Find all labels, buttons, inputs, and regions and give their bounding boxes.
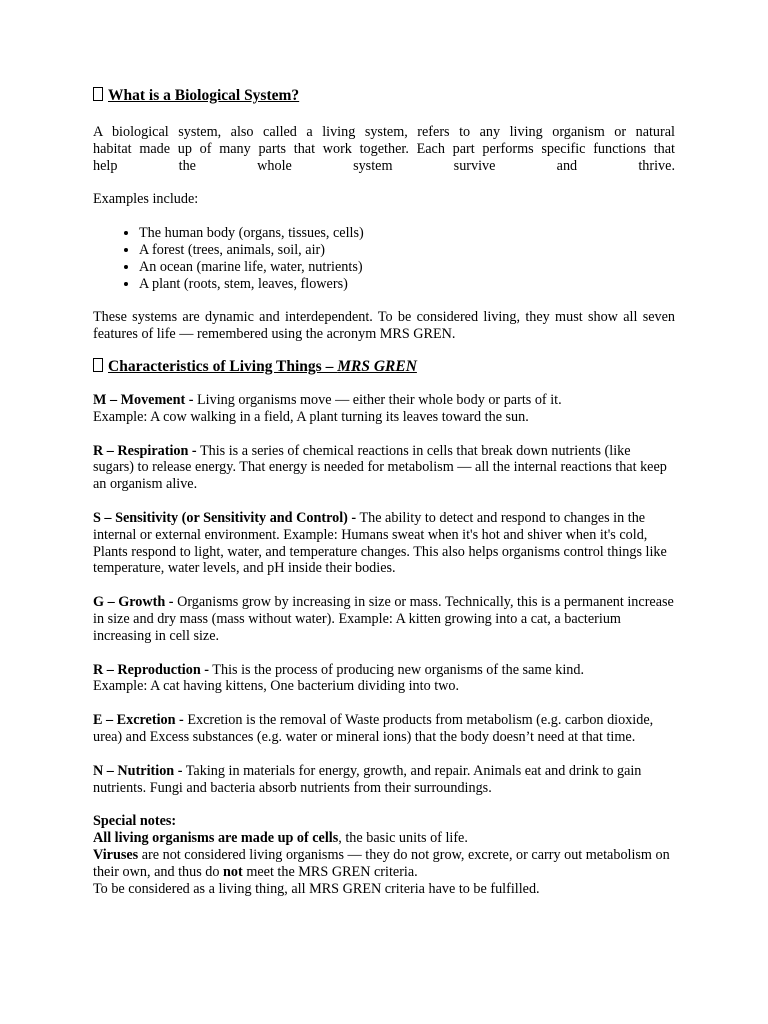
box-glyph-icon — [93, 87, 103, 101]
characteristic-movement — [93, 392, 675, 426]
characteristic-description: This is the process of producing new organisms of the same kind. — [209, 661, 585, 678]
characteristic-term: R – Reproduction - — [93, 661, 210, 678]
list-item: • An ocean (marine life, water, nutrients) — [139, 259, 675, 276]
intro-line: A biological system, also called a living system, refers to any living organism or natural — [93, 124, 675, 140]
characteristic-description: Taking in materials for energy, growth, and repair. Animals eat and drink to gain nutrients. Fungi and bacteria absorb nutrients from their surroundings. — [93, 762, 642, 796]
characteristic-description: Organisms grow by increasing in size or mass. Technically, this is a permanent increase in size and dry mass (mass without water). Example: A kitten growing into a cat, a bacterium increasing in cell size. — [93, 594, 674, 644]
characteristic-respiration — [93, 443, 675, 493]
notes-final-line: To be considered as a living thing, all MRS GREN criteria have to be fulfilled. — [93, 880, 540, 897]
characteristic-term: N – Nutrition - — [93, 762, 183, 779]
characteristic-text — [93, 392, 675, 409]
notes-viruses-text-end: meet the MRS GREN criteria. — [242, 863, 418, 880]
characteristic-description: This is a series of chemical reactions in cells that break down nutrients (like sugars) to release energy. That energy is needed for metabolism — all the internal reactions that keep an organism alive. — [93, 442, 667, 493]
examples-label: Examples include: — [93, 191, 199, 208]
notes-viruses-bold: Viruses — [93, 846, 139, 863]
characteristic-term: E – Excretion - — [93, 712, 184, 729]
notes-viruses-text: are not considered living organisms — they do not grow, excrete, or carry out metabolism on their own, and thus do — [93, 846, 670, 880]
characteristic-description: Living organisms move — either their whole body or parts of it. — [193, 391, 562, 408]
heading-text: Characteristics of Living Things – — [108, 357, 338, 375]
characteristic-text — [93, 443, 675, 493]
characteristic-excretion — [93, 712, 675, 746]
notes-cells-line — [93, 830, 675, 847]
characteristic-nutrition — [93, 763, 675, 797]
characteristic-example: Example: A cow walking in a field, A plant turning its leaves toward the sun. — [93, 408, 529, 425]
characteristic-term: R – Respiration - — [93, 442, 197, 459]
characteristic-term: M – Movement - — [93, 391, 194, 408]
section-heading-biological-system — [93, 86, 675, 106]
characteristic-text — [93, 594, 675, 644]
notes-not-bold: not — [223, 863, 243, 880]
box-glyph-icon — [93, 358, 103, 372]
intro-line: habitat made up of many parts that work together. Each part performs specific functions that — [93, 140, 675, 157]
characteristic-reproduction — [93, 662, 675, 696]
list-item: • The human body (organs, tissues, cells) — [139, 225, 675, 242]
examples-list — [93, 225, 675, 292]
characteristic-example: Example: A cat having kittens, One bacterium dividing into two. — [93, 678, 460, 695]
notes-label-line — [93, 813, 675, 830]
characteristic-term: S – Sensitivity (or Sensitivity and Control) - — [93, 509, 357, 526]
document-page — [93, 86, 675, 897]
characteristic-description: The ability to detect and respond to changes in the internal or external environment. Example: Humans sweat when it's hot and shiver when it's cold, Plants respond to light, water, and temperature changes. This also helps organisms control things like temperature, water levels, and pH inside their bodies. — [93, 509, 667, 577]
notes-label: Special notes: — [93, 813, 177, 830]
section-heading-characteristics — [93, 357, 675, 377]
notes-cells-text: , the basic units of life. — [338, 830, 468, 847]
notes-viruses-line — [93, 847, 675, 881]
special-notes — [93, 813, 675, 897]
characteristic-description: Excretion is the removal of Waste products from metabolism (e.g. carbon dioxide, urea) and Excess substances (e.g. water or mineral ions) that the body doesn’t need at that time. — [93, 712, 654, 745]
characteristic-text — [93, 662, 675, 679]
characteristic-text — [93, 763, 675, 797]
heading-acronym: MRS GREN — [337, 357, 417, 375]
heading-text: What is a Biological System? — [108, 87, 300, 104]
characteristic-text — [93, 712, 675, 746]
characteristic-text — [93, 510, 675, 577]
characteristic-term: G – Growth - — [93, 594, 174, 611]
intro-line: help the whole system survive and thrive. — [93, 157, 675, 174]
closing-paragraph: These systems are dynamic and interdependent. To be considered living, they must show all seven features of life — remembered using the acronym MRS GREN. — [93, 309, 675, 343]
characteristic-growth — [93, 594, 675, 644]
notes-cells-bold: All living organisms are made up of cells — [93, 830, 339, 847]
intro-paragraph — [93, 124, 675, 174]
list-item: • A forest (trees, animals, soil, air) — [139, 242, 675, 259]
characteristic-sensitivity — [93, 510, 675, 577]
list-item: • A plant (roots, stem, leaves, flowers) — [139, 276, 675, 293]
